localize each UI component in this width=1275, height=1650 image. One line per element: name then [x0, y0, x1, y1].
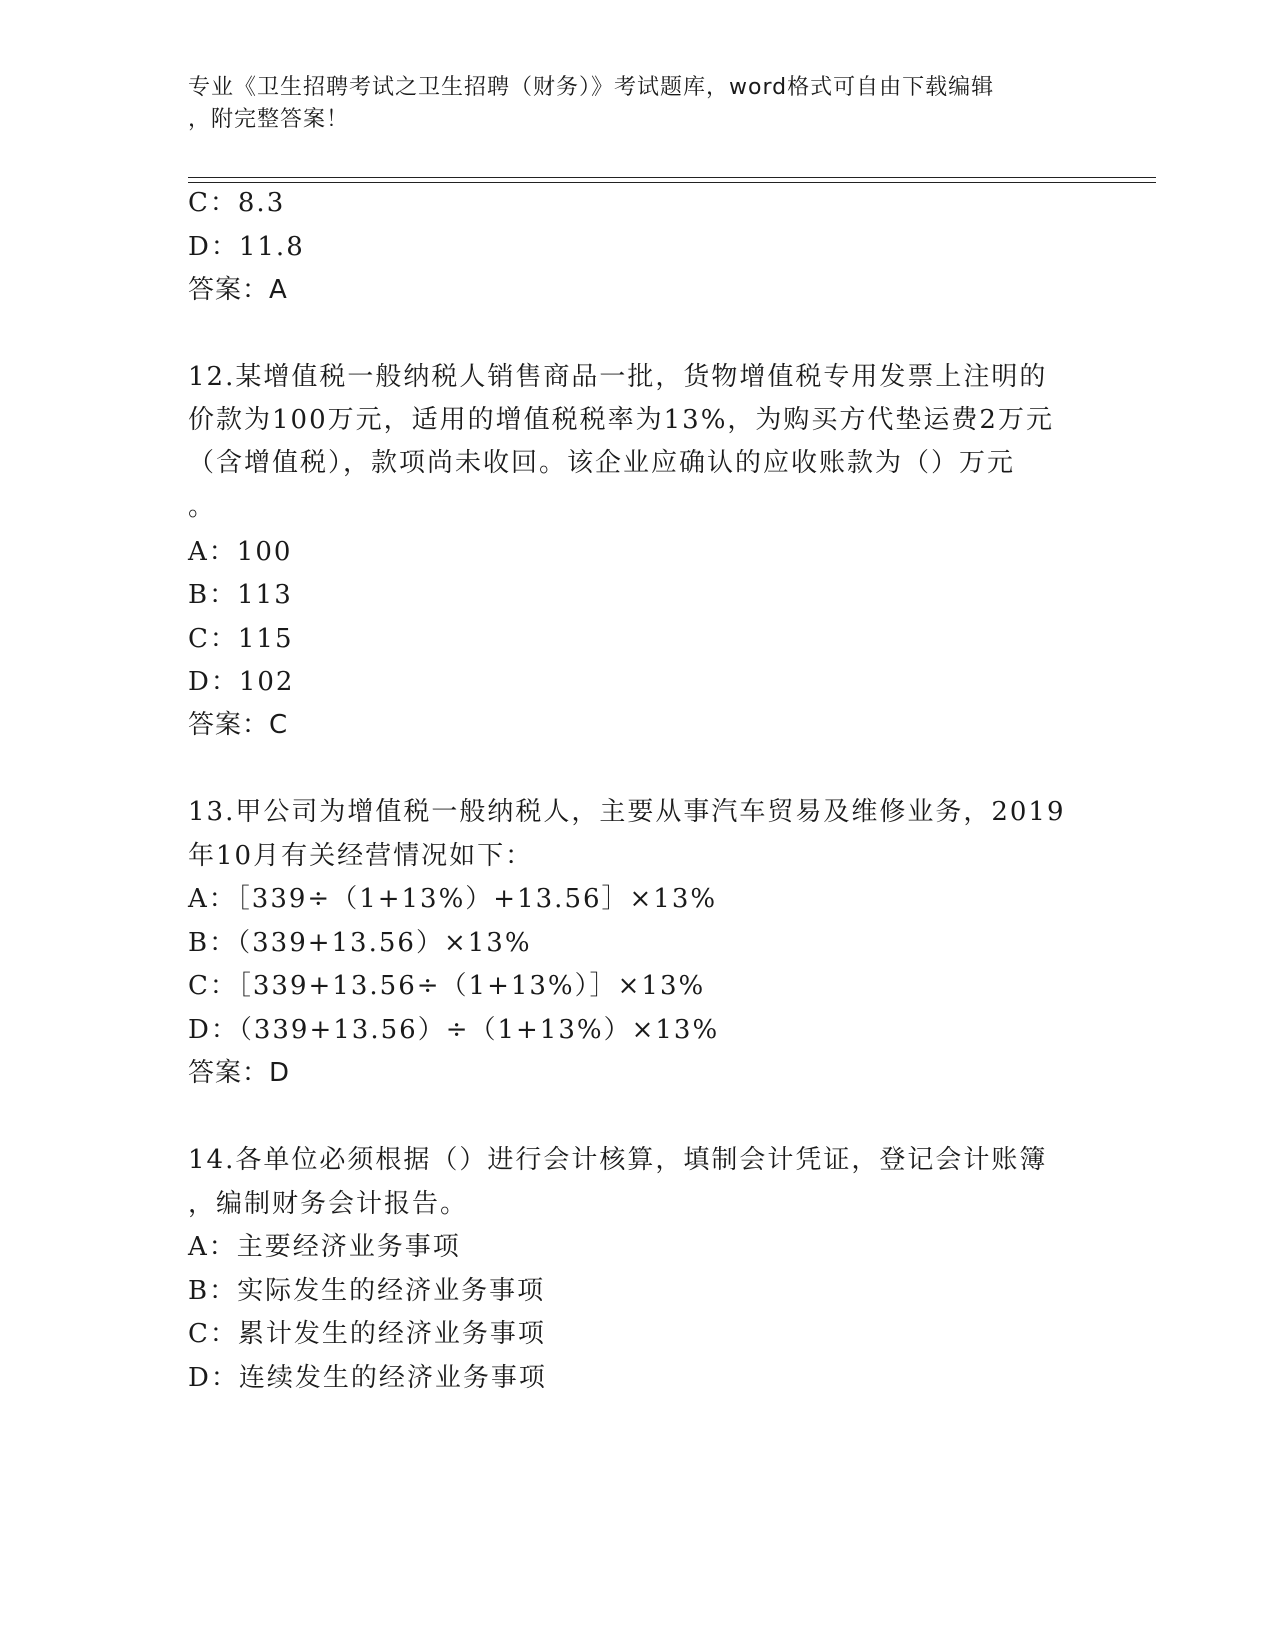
header-title-line-2: ，附完整答案！ — [188, 107, 350, 132]
q12-answer: 答案：C — [188, 710, 289, 740]
q14-stem-line-2: ，编制财务会计报告。 — [188, 1189, 469, 1219]
q14-stem-line-1: 14.各单位必须根据（）进行会计核算，填制会计凭证，登记会计账簿 — [188, 1145, 1048, 1175]
q14-option-c: C：累计发生的经济业务事项 — [188, 1319, 546, 1349]
header-divider-top — [188, 177, 1156, 178]
q13-stem-line-2: 年10月有关经营情况如下： — [188, 841, 534, 871]
q11-option-c: C：8.3 — [188, 188, 286, 218]
q11-option-d: D：11.8 — [188, 232, 305, 262]
q12-option-d: D：102 — [188, 667, 295, 697]
q11-answer: 答案：A — [188, 275, 288, 305]
q12-stem-line-3: （含增值税），款项尚未收回。该企业应确认的应收账款为（）万元 — [188, 448, 1016, 478]
q13-answer: 答案：D — [188, 1058, 291, 1088]
q14-option-d: D：连续发生的经济业务事项 — [188, 1363, 547, 1393]
page-header — [188, 72, 1088, 136]
q14-option-a: A：主要经济业务事项 — [188, 1232, 461, 1262]
q12-stem-line-4: 。 — [188, 492, 217, 522]
q12-option-b: B：113 — [188, 580, 293, 610]
q13-stem-line-1: 13.甲公司为增值税一般纳税人，主要从事汽车贸易及维修业务，2019 — [188, 797, 1066, 827]
q14-option-b: B：实际发生的经济业务事项 — [188, 1276, 546, 1306]
q12-stem-line-1: 12.某增值税一般纳税人销售商品一批，货物增值税专用发票上注明的 — [188, 362, 1048, 392]
q13-option-a: A：［339÷（1+13%）+13.56］×13% — [188, 884, 718, 914]
q12-stem-line-2: 价款为100万元，适用的增值税税率为13%，为购买方代垫运费2万元 — [188, 405, 1054, 435]
q12-option-a: A：100 — [188, 537, 293, 567]
q13-option-b: B：（339+13.56）×13% — [188, 928, 532, 958]
q12-option-c: C：115 — [188, 624, 294, 654]
q13-option-d: D：（339+13.56）÷（1+13%）×13% — [188, 1015, 720, 1045]
q13-option-c: C：［339+13.56÷（1+13%）］×13% — [188, 971, 706, 1001]
header-divider-bottom — [188, 182, 1156, 183]
header-title-line-1: 专业《卫生招聘考试之卫生招聘（财务）》考试题库，word格式可自由下载编辑 — [188, 75, 995, 100]
